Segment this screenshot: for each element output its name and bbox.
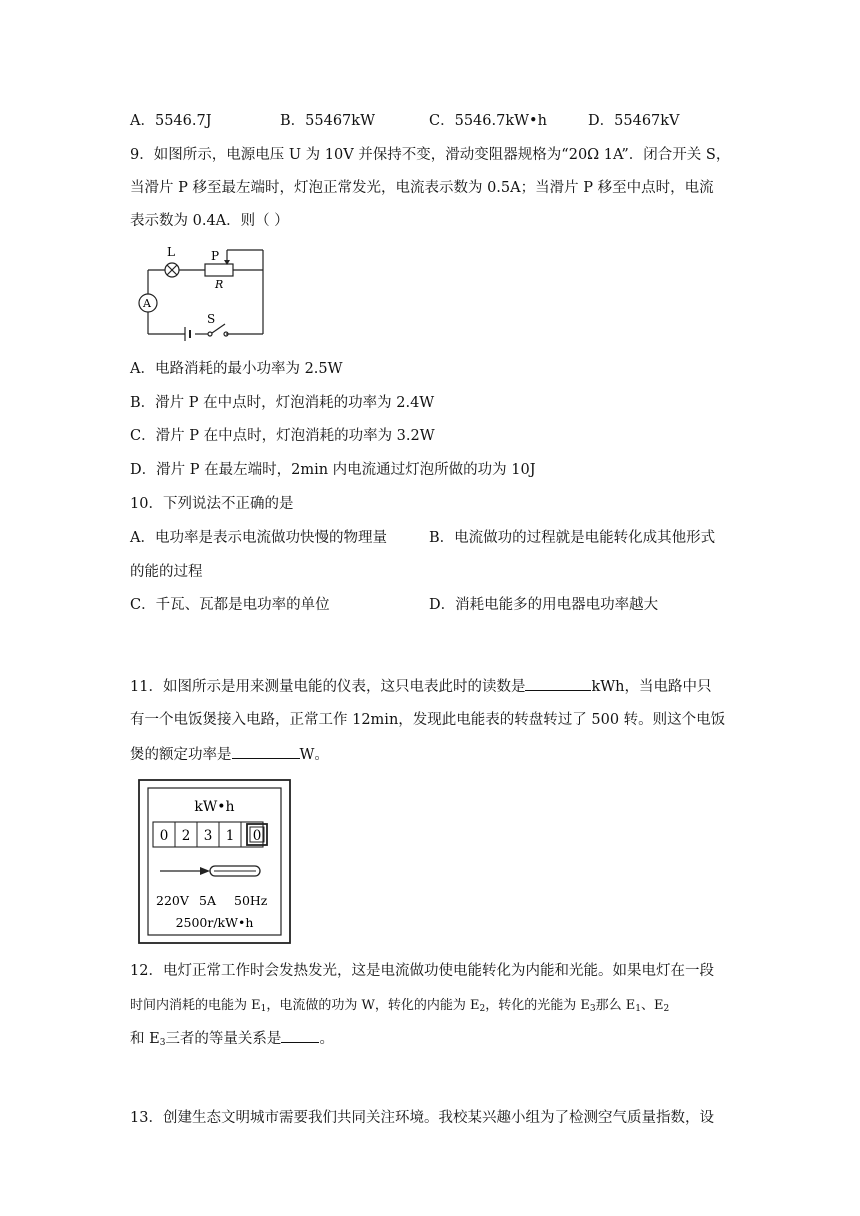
q11-stem-line3: 煲的额定功率是 W。	[130, 744, 329, 765]
q10-stem: 10．下列说法不正确的是	[130, 496, 294, 512]
q9-option-a: A．电路消耗的最小功率为 2.5W	[130, 361, 343, 377]
meter-spec-current: 5A	[199, 893, 216, 908]
q11-stem-line1: 11．如图所示是用来测量电能的仪表，这只电表此时的读数是 kWh，当电路中只	[130, 676, 711, 697]
q9-option-d: D．滑片 P 在最左端时，2min 内电流通过灯泡所做的功为 10J	[130, 462, 536, 478]
q13-stem-line1: 13．创建生态文明城市需要我们共同关注环境。我校某兴趣小组为了检测空气质量指数，设	[130, 1110, 714, 1126]
q9-option-b: B．滑片 P 在中点时，灯泡消耗的功率为 2.4W	[130, 395, 435, 411]
q10-option-b: B．电流做功的过程就是电能转化成其他形式	[429, 530, 716, 546]
q10-option-d: D．消耗电能多的用电器电功率越大	[429, 597, 659, 613]
q10-option-a: A．电功率是表示电流做功快慢的物理量	[130, 530, 387, 546]
q11-blank-reading[interactable]	[525, 676, 591, 691]
q9-stem-line2: 当滑片 P 移至最左端时，灯泡正常发光，电流表示数为 0.5A；当滑片 P 移至中点时，电流	[130, 180, 714, 196]
q11-stem-line2: 有一个电饭煲接入电路，正常工作 12min，发现此电能表的转盘转过了 500 转。则这个电饭	[130, 712, 726, 728]
q12-stem-line2: 时间内消耗的电能为 $E_1$，电流做的功为 W，转化的内能为 $E_2$，转化的光能为 $E_3$那么 $E_1$、$E_2$	[130, 998, 670, 1014]
meter-digit-2: 2	[181, 828, 191, 844]
q12-blank-relation[interactable]	[281, 1028, 319, 1043]
meter-digit-3: 3	[203, 828, 213, 844]
meter-spec-frequency: 50Hz	[234, 893, 268, 908]
q12-stem-line3: 和 $E_3$三者的等量关系是 。	[130, 1028, 334, 1053]
meter-digit-1: 0	[159, 828, 169, 844]
meter-unit: kW•h	[194, 799, 235, 815]
q10-option-b-cont: 的能的过程	[130, 564, 203, 580]
q9-stem-line1: 9．如图所示，电源电压 U 为 10V 并保持不变，滑动变阻器规格为“20Ω 1A”．闭合开关 S，	[130, 147, 731, 163]
q8-option-a: A．5546.7J	[130, 113, 212, 129]
switch-label: S	[207, 312, 216, 326]
meter-spec-voltage: 220V	[156, 893, 189, 908]
q8-option-d: D．55467kV	[588, 113, 680, 129]
q8-option-b: B．55467kW	[280, 113, 375, 129]
resistor-symbol	[205, 264, 233, 276]
q9-circuit-diagram	[130, 238, 270, 343]
resistor-label: R	[215, 278, 224, 291]
lamp-label: L	[167, 245, 175, 259]
q12-stem-line1: 12．电灯正常工作时会发热发光，这是电流做功使电能转化为内能和光能。如果电灯在一段	[130, 963, 714, 979]
meter-digit-4: 1	[225, 828, 235, 844]
q8-option-c: C．5546.7kW•h	[429, 113, 547, 129]
q11-energy-meter	[138, 779, 291, 944]
q9-stem-line3: 表示数为 0.4A．则（ ）	[130, 213, 289, 229]
q9-option-c: C．滑片 P 在中点时，灯泡消耗的功率为 3.2W	[130, 428, 435, 444]
slider-label: P	[211, 249, 220, 263]
q10-option-c: C．千瓦、瓦都是电功率的单位	[130, 597, 330, 613]
meter-constant: 2500r/kW•h	[175, 915, 254, 930]
q11-blank-power[interactable]	[232, 744, 300, 759]
meter-digit-5: 0	[252, 828, 262, 844]
ammeter-label: A	[143, 297, 151, 310]
